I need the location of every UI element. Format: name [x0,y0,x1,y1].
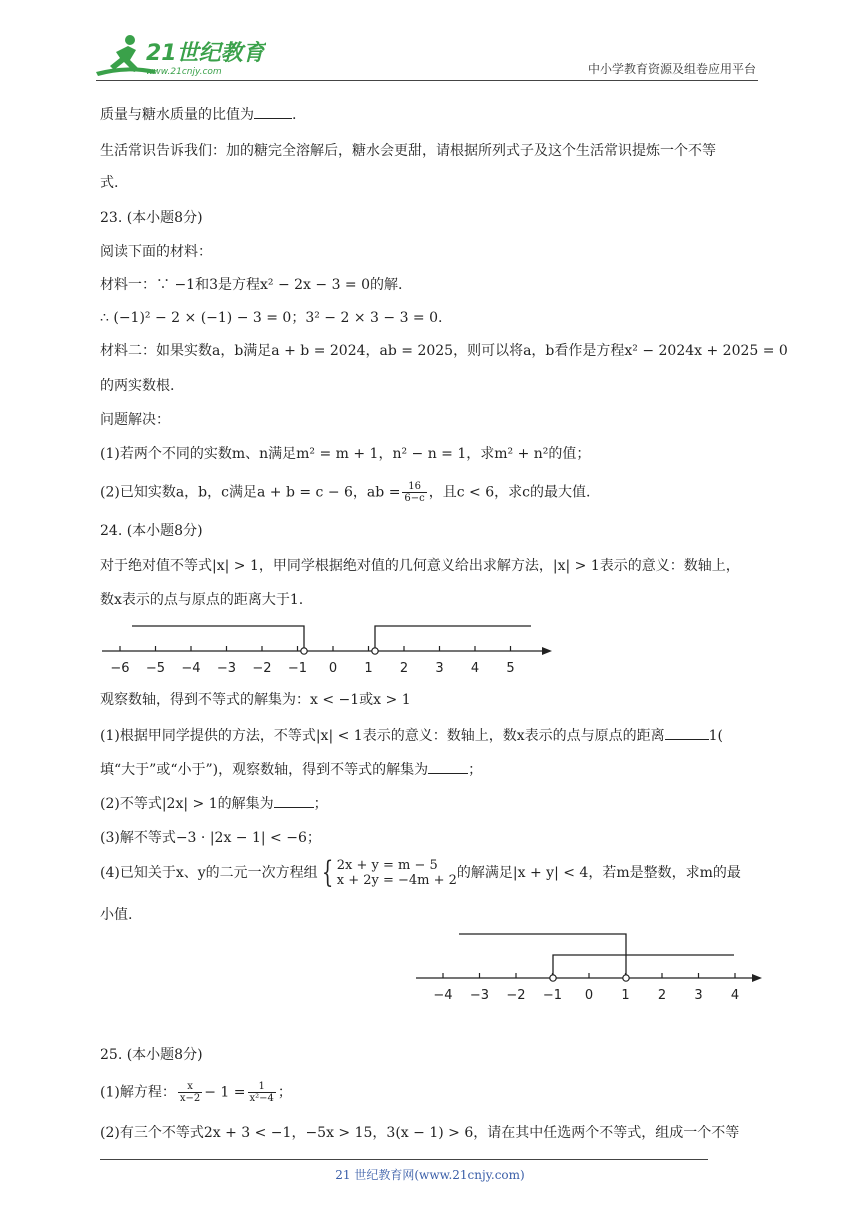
q24-part4-line1: (4)已知关于x、y的二元一次方程组 { 2x + y = m − 5 x + 2y = −4m + 2 的解满足|x + y| < 4，若m是整数，求m的最 [100,855,741,890]
tick-label: 3 [694,988,703,1001]
q24-intro-2: 数x表示的点与原点的距离大于1. [100,592,304,608]
tick-label: −3 [216,661,237,676]
answer-blank[interactable] [274,795,314,808]
q22-line2: 生活常识告诉我们：加的糖完全溶解后，糖水会更甜，请根据所列式子及这个生活常识提炼一个不等 [100,143,716,159]
q23-material-2: 材料二：如果实数a，b满足a + b = 2024，ab = 2025，则可以将a，b看作是方程x² − 2024x + 2025 = 0 [100,343,788,359]
tick-label: −4 [181,661,201,676]
q25-part2: (2)有三个不等式2x + 3 < −1，−5x > 15，3(x − 1) > 6，请在其中任选两个不等式，组成一个不等 [100,1125,740,1141]
open-point [372,648,378,654]
tick-label: −1 [287,661,308,676]
logo-url: www.21cnjy.com [146,67,222,77]
tick-label: 4 [730,988,740,1001]
q25-title: 25. (本小题8分) [100,1047,203,1063]
arrow-icon [542,647,552,655]
tick-label: −5 [145,661,166,676]
solution-ray-left [132,626,304,648]
answer-blank[interactable] [254,106,292,119]
q24-part4-line2: 小值. [100,907,133,923]
arrow-icon [752,974,762,982]
q24-title: 24. (本小题8分) [100,523,203,539]
q22-line3: 式. [100,175,119,191]
tick-label: −1 [542,988,563,1001]
tick-label: 2 [657,988,667,1001]
fraction: $\frac{x}{x-2}$ [179,1081,201,1104]
tick-label: 2 [399,661,409,676]
q24-part1-line1: (1)根据甲同学提供的方法，不等式|x| < 1表示的意义：数轴上，数x表示的点与原点的距离 1( [100,728,723,744]
tick-label: 4 [470,661,480,676]
logo-text: 21世纪教育 [146,41,265,66]
solution-bracket-lower [553,955,734,975]
footer-divider [100,1159,708,1160]
tick-label: −4 [433,988,453,1001]
q23-material-1: 材料一：∵ −1和3是方程x² − 2x − 3 = 0的解. [100,277,403,293]
tick-label: −2 [506,988,526,1001]
tick-label: 0 [328,661,338,676]
brace-icon: { [321,855,333,890]
tick-label: 1 [364,661,373,676]
fraction: $\frac{1}{\text{x²−4}}$ [249,1081,274,1104]
q22-line1: 质量与糖水质量的比值为 . [100,107,297,123]
number-line-2 [410,925,770,1001]
tick-label: 1 [621,988,630,1001]
tick-label: −6 [110,661,130,676]
q23-title: 23. (本小题8分) [100,210,203,226]
number-line-1 [100,618,560,682]
q24-part2: (2)不等式|2x| > 1的解集为 ； [100,796,328,812]
q23-material-2b: 的两实数根. [100,378,175,394]
tick-label: −3 [469,988,490,1001]
q24-part3: (3)解不等式−3 · |2x − 1| < −6； [100,830,321,846]
site-logo [96,30,266,80]
equation-system: 2x + y = m − 5 x + 2y = −4m + 2 [336,858,457,888]
answer-blank[interactable] [665,727,709,740]
tick-label: 5 [506,661,515,676]
q23-part1: (1)若两个不同的实数m、n满足m² = m + 1，n² − n = 1，求m² + n²的值； [100,446,591,462]
open-point [301,648,307,654]
header-divider [96,80,758,81]
q23-part2: (2)已知实数a，b，c满足a + b = c − 6，ab = $\frac{16}{6-c}$ ，且c < 6，求c的最大值. [100,481,591,504]
tick-label: 3 [435,661,444,676]
q23-solve-heading: 问题解决： [100,412,170,428]
q23-intro: 阅读下面的材料： [100,244,212,260]
tick-label: −2 [252,661,272,676]
q23-material-1b: ∴ (−1)² − 2 × (−1) − 3 = 0；3² − 2 × 3 − 3 = 0. [100,310,443,326]
open-point [550,975,556,981]
open-point [623,975,629,981]
solution-ray-right [375,626,531,648]
answer-blank[interactable] [428,761,468,774]
fraction: $\frac{16}{6-c}$ [404,481,425,504]
tick-label: 0 [584,988,594,1001]
q24-intro-1: 对于绝对值不等式|x| > 1，甲同学根据绝对值的几何意义给出求解方法，|x| > 1表示的意义：数轴上， [100,558,740,574]
header-platform-text: 中小学教育资源及组卷应用平台 [587,62,756,76]
q24-observe: 观察数轴，得到不等式的解集为：x < −1或x > 1 [100,692,411,708]
footer-text[interactable]: 21 世纪教育网(www.21cnjy.com) [335,1168,525,1182]
q25-part1: (1)解方程： $\frac{x}{x-2}$ − 1 = $\frac{1}{\text{x²−4}}$ ； [100,1081,292,1104]
q24-part1-line2: 填“大于”或“小于”)，观察数轴，得到不等式的解集为 ； [100,762,483,778]
